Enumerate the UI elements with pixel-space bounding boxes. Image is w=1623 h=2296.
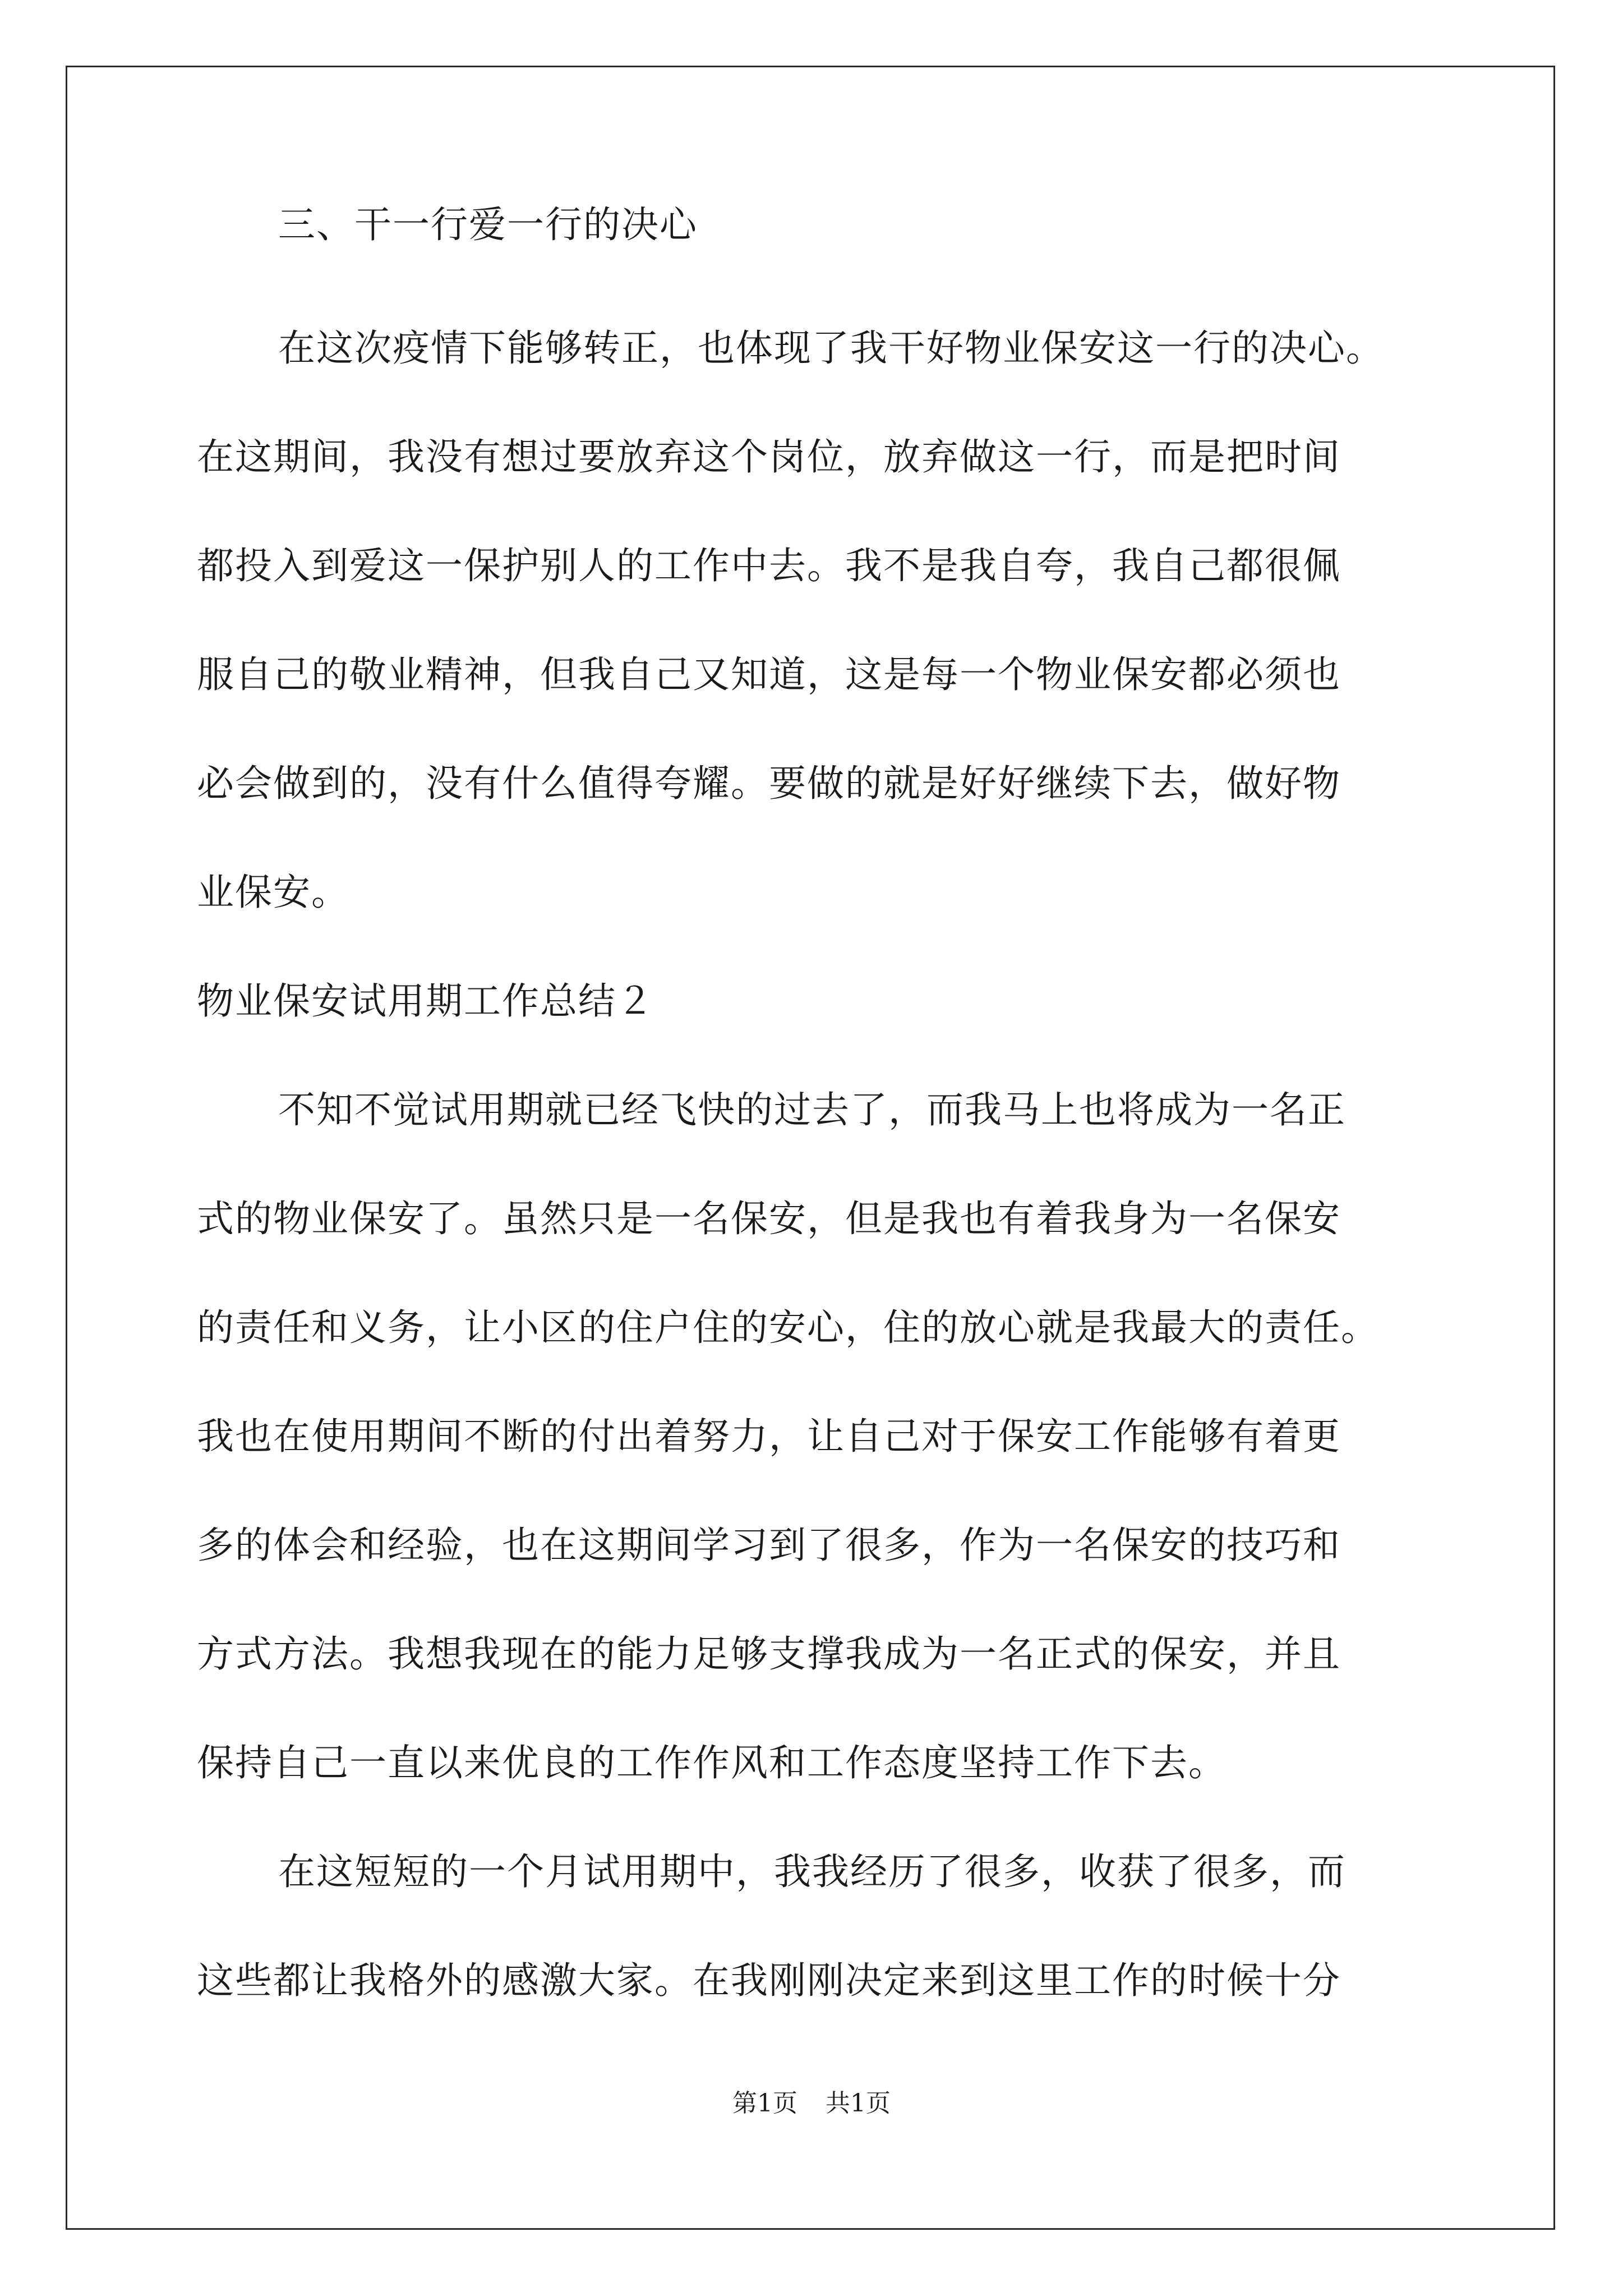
- paragraph-line: 在这短短的一个月试用期中，我我经历了很多，收获了很多，而: [278, 1850, 1346, 1893]
- paragraph-line: 我也在使用期间不断的付出着努力，让自己对于保安工作能够有着更: [197, 1415, 1341, 1458]
- paragraph-line: 在这期间，我没有想过要放弃这个岗位，放弃做这一行，而是把时间: [197, 435, 1341, 478]
- paragraph-line: 在这次疫情下能够转正，也体现了我干好物业保安这一行的决心。: [278, 326, 1384, 370]
- paragraph-line: 这些都让我格外的感激大家。在我刚刚决定来到这里工作的时候十分: [197, 1959, 1341, 2002]
- paragraph-line: 业保安。: [197, 871, 349, 914]
- paragraph-line: 式的物业保安了。虽然只是一名保安，但是我也有着我身为一名保安: [197, 1197, 1341, 1240]
- paragraph-line: 都投入到爱这一保护别人的工作中去。我不是我自夸，我自己都很佩: [197, 544, 1341, 587]
- paragraph-line: 服自己的敬业精神，但我自己又知道，这是每一个物业保安都必须也: [197, 653, 1341, 696]
- page-total: 共1页: [826, 2089, 891, 2118]
- article-title: 物业保安试用期工作总结２: [197, 979, 654, 1023]
- section-heading: 三、干一行爱一行的决心: [278, 203, 698, 246]
- paragraph-line: 的责任和义务，让小区的住户住的安心，住的放心就是我最大的责任。: [197, 1306, 1379, 1349]
- paragraph-line: 保持自己一直以来优良的工作作风和工作态度坚持工作下去。: [197, 1741, 1227, 1784]
- paragraph-line: 不知不觉试用期就已经飞快的过去了，而我马上也将成为一名正: [278, 1088, 1346, 1131]
- paragraph-line: 必会做到的，没有什么值得夸耀。要做的就是好好继续下去，做好物: [197, 762, 1341, 805]
- paragraph-line: 方式方法。我想我现在的能力足够支撑我成为一名正式的保安，并且: [197, 1632, 1341, 1676]
- page-border: [66, 66, 1555, 2230]
- page-number: 第1页: [732, 2089, 797, 2118]
- paragraph-line: 多的体会和经验，也在这期间学习到了很多，作为一名保安的技巧和: [197, 1524, 1341, 1567]
- page-footer: [0, 2087, 1623, 2120]
